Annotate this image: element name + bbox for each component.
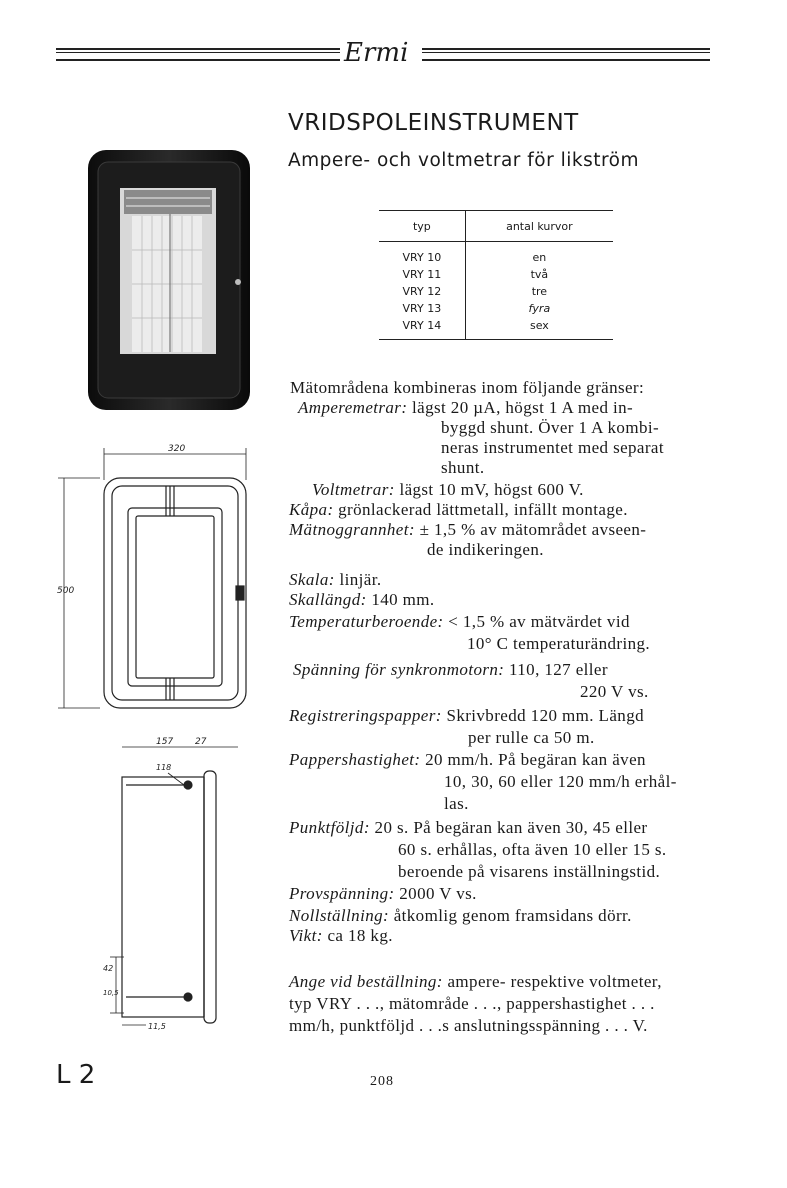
spec-value: < 1,5 % av mätvärdet vid (448, 612, 630, 631)
spec-skallangd (289, 590, 435, 610)
type-cell: VRY 13 (379, 300, 465, 317)
spec-key: Voltmetrar: (312, 480, 395, 499)
spec-line: beroende på visarens inställningstid. (398, 862, 661, 881)
spec-key: Skallängd: (289, 590, 367, 609)
spec-vikt (289, 926, 393, 946)
spec-intro: Mätområdena kombineras inom följande gränser: (290, 378, 645, 397)
curves-cell: två (530, 268, 549, 281)
spec-key: Kåpa: (289, 500, 334, 519)
table-row (379, 317, 613, 340)
table-row (379, 300, 613, 317)
front-view-drawing (56, 440, 256, 715)
type-cell: VRY 14 (379, 317, 465, 340)
instrument-photo (88, 150, 250, 410)
type-cell: VRY 12 (379, 283, 465, 300)
page-section-id: L 2 (56, 1060, 96, 1090)
spec-matnoggrannhet (289, 520, 646, 540)
col-header-type: typ (379, 211, 465, 242)
spec-value: åtkomlig genom framsidans dörr. (393, 906, 632, 925)
spec-key: Pappershastighet: (289, 750, 421, 769)
spec-line: shunt. (441, 458, 485, 477)
spec-value: 2000 V vs. (399, 884, 477, 903)
spec-line: 10, 30, 60 eller 120 mm/h erhål- (444, 772, 677, 791)
spec-spanning (293, 660, 608, 680)
spec-line: typ VRY . . ., mätområde . . ., pappershastighet . . . (289, 994, 655, 1013)
spec-value: Skrivbredd 120 mm. Längd (446, 706, 644, 725)
spec-line: 220 V vs. (580, 682, 649, 701)
dim-118-label: 118 (156, 763, 172, 772)
spec-value: 140 mm. (371, 590, 435, 609)
spec-line: byggd shunt. Över 1 A kombi- (441, 418, 660, 437)
dim-10-5-label: 10,5 (103, 989, 119, 997)
spec-key: Vikt: (289, 926, 323, 945)
spec-value: 20 mm/h. På begäran kan även (425, 750, 646, 769)
spec-value: linjär. (339, 570, 382, 589)
side-view-drawing (100, 735, 250, 1035)
type-cell: VRY 10 (379, 242, 465, 267)
spec-key: Nollställning: (289, 906, 390, 925)
dim-height-label: 500 (57, 586, 75, 596)
type-cell: VRY 11 (379, 266, 465, 283)
spec-key: Spänning för synkronmotorn: (293, 660, 505, 679)
dim-width-label: 320 (168, 444, 186, 454)
page-subtitle: Ampere- och voltmetrar för likström (288, 150, 640, 171)
table-row (379, 266, 613, 283)
page-title: VRIDSPOLEINSTRUMENT (288, 110, 579, 136)
table-row (379, 242, 613, 267)
spec-voltmetrar (312, 480, 584, 500)
spec-provspanning (289, 884, 477, 904)
spec-line: mm/h, punktföljd . . .s anslutningsspänning . . . V. (289, 1016, 648, 1035)
spec-key: Temperaturberoende: (289, 612, 444, 631)
spec-line: 60 s. erhållas, ofta även 10 eller 15 s. (398, 840, 667, 859)
type-table (379, 210, 613, 340)
dim-11-5-label: 11,5 (148, 1022, 166, 1031)
spec-line: las. (444, 794, 469, 813)
brand-logo: Ermi (344, 38, 409, 68)
spec-punktfoljd (289, 818, 648, 838)
curves-cell: en (532, 251, 547, 264)
curves-cell: tre (531, 285, 548, 298)
order-note (289, 972, 662, 992)
col-header-curves: antal kurvor (465, 211, 613, 242)
spec-value: 20 s. På begäran kan även 30, 45 eller (374, 818, 648, 837)
table-row (379, 283, 613, 300)
spec-line: neras instrumentet med separat (441, 438, 665, 457)
dim-157-label: 157 (156, 737, 174, 747)
spec-amperemetrar (298, 398, 633, 418)
dim-42-label: 42 (103, 964, 114, 973)
spec-skala (289, 570, 382, 590)
header-rule-right (422, 48, 710, 61)
spec-value: ca 18 kg. (327, 926, 393, 945)
spec-line: per rulle ca 50 m. (468, 728, 595, 747)
dim-27-label: 27 (195, 737, 207, 747)
spec-nollstallning (289, 906, 632, 926)
spec-line: de indikeringen. (427, 540, 544, 559)
spec-key: Ange vid beställning: (289, 972, 443, 991)
spec-value: lägst 10 mV, högst 600 V. (399, 480, 584, 499)
header-rule-left (56, 48, 340, 61)
spec-pappershastighet (289, 750, 646, 770)
curves-cell: sex (465, 317, 613, 340)
spec-key: Mätnoggrannhet: (289, 520, 415, 539)
spec-line: 10° C temperaturändring. (467, 634, 651, 653)
curves-cell: fyra (528, 302, 551, 315)
spec-registrering (289, 706, 644, 726)
spec-value: ampere- respektive voltmeter, (447, 972, 662, 991)
spec-key: Registreringspapper: (289, 706, 442, 725)
spec-value: 110, 127 eller (509, 660, 608, 679)
spec-kapa (289, 500, 628, 520)
spec-key: Amperemetrar: (298, 398, 408, 417)
spec-key: Punktföljd: (289, 818, 370, 837)
spec-temperatur (289, 612, 630, 632)
spec-value: ± 1,5 % av mätområdet avseen- (419, 520, 647, 539)
spec-value: grönlackerad lättmetall, infällt montage. (338, 500, 628, 519)
page-number: 208 (370, 1074, 394, 1089)
spec-key: Skala: (289, 570, 335, 589)
spec-value: lägst 20 µA, högst 1 A med in- (412, 398, 634, 417)
spec-key: Provspänning: (289, 884, 395, 903)
